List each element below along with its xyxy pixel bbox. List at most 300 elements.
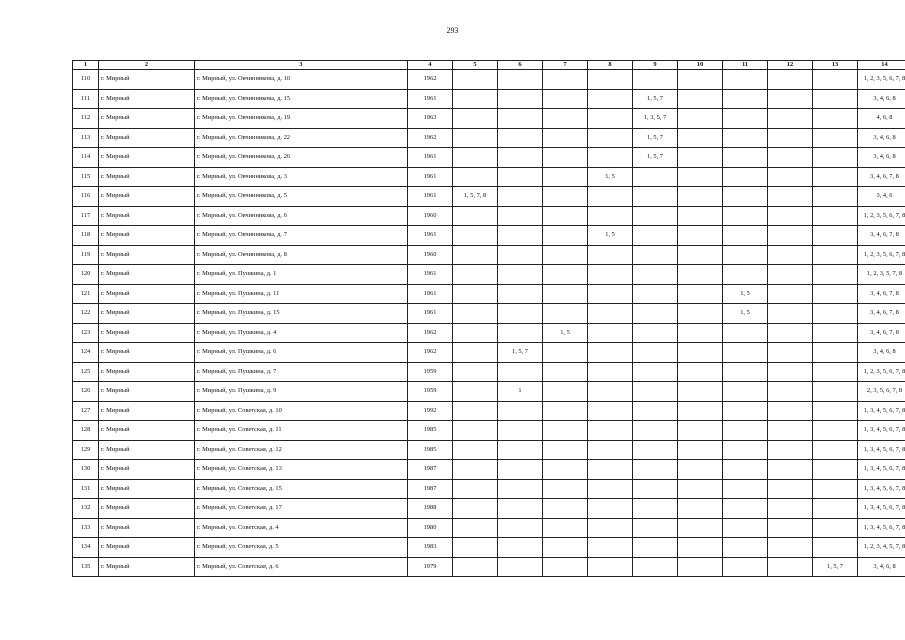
table-cell-col-5 [453,226,498,246]
table-cell-col-13 [813,226,858,246]
table-cell-col-3: г. Мирный, ул. Овчинникова, д. 19 [195,109,408,129]
table-cell-col-5 [453,128,498,148]
table-cell-col-1: 133 [73,518,99,538]
table-cell-col-5 [453,557,498,577]
table-cell-col-5 [453,440,498,460]
table-cell-col-9 [633,245,678,265]
table-cell-col-4: 1979 [408,557,453,577]
table-cell-col-11 [723,89,768,109]
column-header: 5 [453,61,498,70]
table-cell-col-11 [723,440,768,460]
table-row [73,460,905,480]
table-cell-col-8 [588,206,633,226]
table-cell-col-14: 3, 4, 6, 7, 8 [858,167,905,187]
table-cell-col-11 [723,206,768,226]
table-cell-col-4: 1988 [408,499,453,519]
table-cell-col-5 [453,421,498,441]
table-cell-col-14: 3, 4, 6, 8 [858,557,905,577]
table-cell-col-1: 131 [73,479,99,499]
table-cell-col-4: 1962 [408,70,453,90]
table-cell-col-13 [813,304,858,324]
table-cell-col-2: г. Мирный [99,167,195,187]
table-cell-col-11 [723,362,768,382]
table-cell-col-9 [633,284,678,304]
table-cell-col-6 [498,421,543,441]
table-cell-col-9 [633,557,678,577]
table-cell-col-8 [588,538,633,558]
table-cell-col-2: г. Мирный [99,401,195,421]
table-cell-col-3: г. Мирный, ул. Овчинникова, д. 10 [195,70,408,90]
table-cell-col-9 [633,323,678,343]
table-cell-col-7 [543,109,588,129]
table-cell-col-7 [543,343,588,363]
table-cell-col-11: 1, 5 [723,304,768,324]
table-cell-col-6 [498,245,543,265]
table-cell-col-2: г. Мирный [99,187,195,207]
column-header: 13 [813,61,858,70]
table-cell-col-6 [498,265,543,285]
table-cell-col-4: 1983 [408,538,453,558]
table-cell-col-14: 1, 3, 4, 5, 6, 7, 8 [858,460,905,480]
table-cell-col-2: г. Мирный [99,557,195,577]
table-cell-col-12 [768,440,813,460]
table-cell-col-4: 1985 [408,421,453,441]
table-row [73,265,905,285]
table-cell-col-6 [498,557,543,577]
column-header: 3 [195,61,408,70]
table-cell-col-14: 3, 4, 6, 8 [858,343,905,363]
table-cell-col-8 [588,460,633,480]
table-cell-col-4: 1980 [408,518,453,538]
table-cell-col-10 [678,343,723,363]
table-cell-col-7 [543,265,588,285]
table-cell-col-11: 1, 5 [723,284,768,304]
table-cell-col-10 [678,479,723,499]
table-cell-col-7 [543,206,588,226]
table-cell-col-2: г. Мирный [99,538,195,558]
table-cell-col-2: г. Мирный [99,421,195,441]
table-cell-col-5 [453,382,498,402]
table-cell-col-10 [678,362,723,382]
table-cell-col-8 [588,128,633,148]
table-row [73,206,905,226]
table-cell-col-2: г. Мирный [99,362,195,382]
table-cell-col-14: 1, 2, 3, 5, 7, 8 [858,265,905,285]
table-cell-col-5 [453,518,498,538]
table-cell-col-5 [453,538,498,558]
table-cell-col-11 [723,479,768,499]
table-cell-col-6 [498,167,543,187]
table-cell-col-5 [453,460,498,480]
table-cell-col-1: 129 [73,440,99,460]
column-header: 7 [543,61,588,70]
table-cell-col-2: г. Мирный [99,499,195,519]
table-cell-col-6 [498,518,543,538]
table-cell-col-4: 1961 [408,148,453,168]
table-cell-col-8 [588,343,633,363]
table-cell-col-3: г. Мирный, ул. Пушкина, д. 4 [195,323,408,343]
table-cell-col-9 [633,362,678,382]
table-row [73,226,905,246]
table-cell-col-5 [453,304,498,324]
table-cell-col-8 [588,187,633,207]
table-cell-col-8 [588,245,633,265]
table-cell-col-1: 125 [73,362,99,382]
table-cell-col-4: 1963 [408,109,453,129]
table-cell-col-14: 4, 6, 8 [858,109,905,129]
table-cell-col-6 [498,284,543,304]
table-row [73,304,905,324]
table-cell-col-5 [453,148,498,168]
table-cell-col-13 [813,401,858,421]
table-row [73,421,905,441]
table-cell-col-12 [768,89,813,109]
table-cell-col-2: г. Мирный [99,323,195,343]
table-cell-col-9 [633,518,678,538]
table-cell-col-5 [453,167,498,187]
table-cell-col-3: г. Мирный, ул. Советская, д. 15 [195,479,408,499]
table-cell-col-2: г. Мирный [99,265,195,285]
table-cell-col-10 [678,128,723,148]
table-cell-col-7 [543,148,588,168]
table-cell-col-1: 128 [73,421,99,441]
table-cell-col-10 [678,304,723,324]
table-cell-col-2: г. Мирный [99,518,195,538]
table-row [73,440,905,460]
table-cell-col-10 [678,401,723,421]
table-row [73,167,905,187]
table-cell-col-14: 1, 2, 3, 5, 6, 7, 8 [858,206,905,226]
table-cell-col-3: г. Мирный, ул. Овчинникова, д. 5 [195,187,408,207]
table-cell-col-7 [543,479,588,499]
table-cell-col-11 [723,265,768,285]
table-row [73,109,905,129]
table-cell-col-12 [768,382,813,402]
table-cell-col-9 [633,460,678,480]
table-cell-col-3: г. Мирный, ул. Овчинникова, д. 26 [195,148,408,168]
table-cell-col-12 [768,401,813,421]
table-cell-col-9 [633,304,678,324]
table-cell-col-3: г. Мирный, ул. Советская, д. 4 [195,518,408,538]
table-cell-col-2: г. Мирный [99,148,195,168]
table-row [73,538,905,558]
table-cell-col-13 [813,479,858,499]
table-cell-col-2: г. Мирный [99,284,195,304]
table-cell-col-4: 1961 [408,304,453,324]
column-header: 1 [73,61,99,70]
table-cell-col-14: 1, 3, 4, 5, 6, 7, 8 [858,518,905,538]
column-header: 9 [633,61,678,70]
table-cell-col-1: 116 [73,187,99,207]
header-row [73,61,905,70]
table-cell-col-8 [588,265,633,285]
table-cell-col-6 [498,401,543,421]
table-cell-col-4: 1961 [408,226,453,246]
table-cell-col-14: 3, 4, 6, 8 [858,128,905,148]
table-row [73,245,905,265]
table-cell-col-8 [588,499,633,519]
table-cell-col-9 [633,187,678,207]
table-cell-col-14: 1, 3, 4, 5, 6, 7, 8 [858,440,905,460]
table-cell-col-3: г. Мирный, ул. Овчинникова, д. 8 [195,245,408,265]
table-cell-col-10 [678,499,723,519]
table-cell-col-13 [813,362,858,382]
table-cell-col-4: 1961 [408,89,453,109]
table-cell-col-6: 1 [498,382,543,402]
table-cell-col-13 [813,518,858,538]
table-row [73,187,905,207]
table-cell-col-3: г. Мирный, ул. Овчинникова, д. 7 [195,226,408,246]
table-cell-col-14: 3, 4, 6, 8 [858,89,905,109]
table-cell-col-5 [453,265,498,285]
table-cell-col-9 [633,265,678,285]
table-cell-col-9 [633,538,678,558]
table-cell-col-13: 1, 5, 7 [813,557,858,577]
table-cell-col-4: 1992 [408,401,453,421]
table-cell-col-12 [768,538,813,558]
table-cell-col-3: г. Мирный, ул. Советская, д. 13 [195,460,408,480]
table-cell-col-1: 130 [73,460,99,480]
table-cell-col-10 [678,187,723,207]
table-cell-col-8 [588,362,633,382]
table-cell-col-10 [678,421,723,441]
table-cell-col-11 [723,245,768,265]
table-cell-col-11 [723,401,768,421]
table-cell-col-9: 1, 3, 5, 7 [633,109,678,129]
column-header: 4 [408,61,453,70]
table-cell-col-5 [453,70,498,90]
table-cell-col-5 [453,284,498,304]
table-cell-col-3: г. Мирный, ул. Советская, д. 6 [195,557,408,577]
table-cell-col-1: 113 [73,128,99,148]
table-cell-col-4: 1961 [408,187,453,207]
table-row [73,128,905,148]
table-cell-col-14: 1, 2, 3, 5, 6, 7, 8 [858,362,905,382]
table-cell-col-7 [543,70,588,90]
table-cell-col-8 [588,323,633,343]
table-cell-col-7 [543,440,588,460]
table-cell-col-7 [543,187,588,207]
table-cell-col-8 [588,479,633,499]
table-cell-col-1: 118 [73,226,99,246]
table-cell-col-13 [813,109,858,129]
table-cell-col-7 [543,284,588,304]
table-cell-col-4: 1987 [408,460,453,480]
table-cell-col-1: 134 [73,538,99,558]
table-cell-col-3: г. Мирный, ул. Пушкина, д. 7 [195,362,408,382]
table-row [73,479,905,499]
table-cell-col-8 [588,518,633,538]
table-cell-col-13 [813,148,858,168]
table-cell-col-10 [678,89,723,109]
table-cell-col-2: г. Мирный [99,304,195,324]
table-cell-col-8 [588,109,633,129]
table-cell-col-12 [768,323,813,343]
table-row [73,362,905,382]
table-cell-col-11 [723,421,768,441]
table-cell-col-4: 1961 [408,284,453,304]
column-header: 6 [498,61,543,70]
table-cell-col-7 [543,245,588,265]
table-cell-col-4: 1959 [408,362,453,382]
table-cell-col-6 [498,362,543,382]
table-cell-col-6 [498,479,543,499]
table-cell-col-7 [543,518,588,538]
table-cell-col-7: 1, 5 [543,323,588,343]
table-cell-col-12 [768,499,813,519]
table-cell-col-10 [678,70,723,90]
table-cell-col-3: г. Мирный, ул. Овчинникова, д. 15 [195,89,408,109]
table-cell-col-6 [498,206,543,226]
table-cell-col-1: 123 [73,323,99,343]
table-cell-col-10 [678,518,723,538]
table-cell-col-3: г. Мирный, ул. Советская, д. 5 [195,538,408,558]
table-cell-col-14: 3, 4, 6, 7, 8 [858,226,905,246]
column-header: 10 [678,61,723,70]
table-cell-col-3: г. Мирный, ул. Пушкина, д. 6 [195,343,408,363]
table-cell-col-2: г. Мирный [99,460,195,480]
table-cell-col-14: 1, 3, 4, 5, 6, 7, 8 [858,401,905,421]
table-cell-col-2: г. Мирный [99,89,195,109]
table-row [73,89,905,109]
table-cell-col-10 [678,109,723,129]
table-cell-col-7 [543,128,588,148]
table-cell-col-4: 1987 [408,479,453,499]
table-body [73,70,905,577]
table-cell-col-11 [723,128,768,148]
table-cell-col-5 [453,89,498,109]
table-cell-col-14: 1, 2, 3, 5, 6, 7, 8 [858,70,905,90]
table-cell-col-10 [678,382,723,402]
table-cell-col-9 [633,70,678,90]
table-row [73,323,905,343]
table-cell-col-13 [813,499,858,519]
table-cell-col-11 [723,226,768,246]
table-cell-col-2: г. Мирный [99,343,195,363]
table-cell-col-1: 110 [73,70,99,90]
table-cell-col-12 [768,343,813,363]
table-cell-col-1: 127 [73,401,99,421]
table-cell-col-6 [498,440,543,460]
table-cell-col-10 [678,284,723,304]
table-cell-col-12 [768,460,813,480]
table-cell-col-8 [588,284,633,304]
table-row [73,518,905,538]
table-cell-col-11 [723,70,768,90]
table-cell-col-6 [498,226,543,246]
table-cell-col-7 [543,421,588,441]
table-cell-col-8 [588,401,633,421]
table-cell-col-6 [498,460,543,480]
table-cell-col-6 [498,89,543,109]
table-cell-col-4: 1962 [408,128,453,148]
table-cell-col-12 [768,421,813,441]
table-cell-col-9 [633,382,678,402]
column-header: 14 [858,61,905,70]
table-cell-col-4: 1962 [408,323,453,343]
table-cell-col-9 [633,440,678,460]
table-cell-col-5 [453,499,498,519]
table-cell-col-12 [768,245,813,265]
table-row [73,343,905,363]
table-cell-col-13 [813,323,858,343]
table-cell-col-13 [813,187,858,207]
table-cell-col-10 [678,148,723,168]
table-cell-col-1: 111 [73,89,99,109]
table-cell-col-2: г. Мирный [99,382,195,402]
table-cell-col-9 [633,401,678,421]
table-cell-col-10 [678,226,723,246]
table-cell-col-12 [768,206,813,226]
table-cell-col-7 [543,362,588,382]
table-cell-col-13 [813,265,858,285]
table-cell-col-11 [723,343,768,363]
table-cell-col-8 [588,421,633,441]
table-cell-col-14: 3, 4, 6, 7, 8 [858,284,905,304]
table-cell-col-1: 112 [73,109,99,129]
table-cell-col-11 [723,460,768,480]
table-cell-col-10 [678,440,723,460]
table-row [73,557,905,577]
table-cell-col-12 [768,187,813,207]
table-cell-col-10 [678,167,723,187]
table-cell-col-2: г. Мирный [99,128,195,148]
table-cell-col-11 [723,167,768,187]
table-cell-col-6 [498,499,543,519]
table-cell-col-2: г. Мирный [99,245,195,265]
table-cell-col-14: 3, 4, 6, 8 [858,148,905,168]
table-row [73,499,905,519]
table-cell-col-9 [633,479,678,499]
table-cell-col-11 [723,109,768,129]
table-cell-col-12 [768,226,813,246]
table-cell-col-9 [633,226,678,246]
table-cell-col-7 [543,304,588,324]
table-cell-col-9 [633,343,678,363]
table-cell-col-11 [723,518,768,538]
table-cell-col-8 [588,440,633,460]
table-cell-col-14: 2, 3, 5, 6, 7, 8 [858,382,905,402]
table-cell-col-8 [588,557,633,577]
table-cell-col-14: 1, 3, 4, 5, 6, 7, 8 [858,499,905,519]
table-cell-col-1: 126 [73,382,99,402]
table-cell-col-5 [453,245,498,265]
table-cell-col-2: г. Мирный [99,206,195,226]
table-cell-col-5 [453,206,498,226]
table-cell-col-7 [543,226,588,246]
table-cell-col-4: 1961 [408,265,453,285]
table-cell-col-8 [588,148,633,168]
table-cell-col-8 [588,382,633,402]
table-cell-col-13 [813,245,858,265]
table-cell-col-7 [543,460,588,480]
table-cell-col-11 [723,538,768,558]
table-cell-col-7 [543,557,588,577]
table-cell-col-13 [813,538,858,558]
table-cell-col-1: 115 [73,167,99,187]
column-header: 2 [99,61,195,70]
table-cell-col-9: 1, 5, 7 [633,148,678,168]
table-cell-col-3: г. Мирный, ул. Овчинникова, д. 3 [195,167,408,187]
table-cell-col-7 [543,499,588,519]
table-cell-col-13 [813,70,858,90]
table-row [73,382,905,402]
table-cell-col-1: 117 [73,206,99,226]
table-cell-col-11 [723,557,768,577]
table-cell-col-3: г. Мирный, ул. Пушкина, д. 1 [195,265,408,285]
table-cell-col-14: 1, 2, 3, 4, 5, 7, 8 [858,538,905,558]
table-cell-col-3: г. Мирный, ул. Советская, д. 10 [195,401,408,421]
